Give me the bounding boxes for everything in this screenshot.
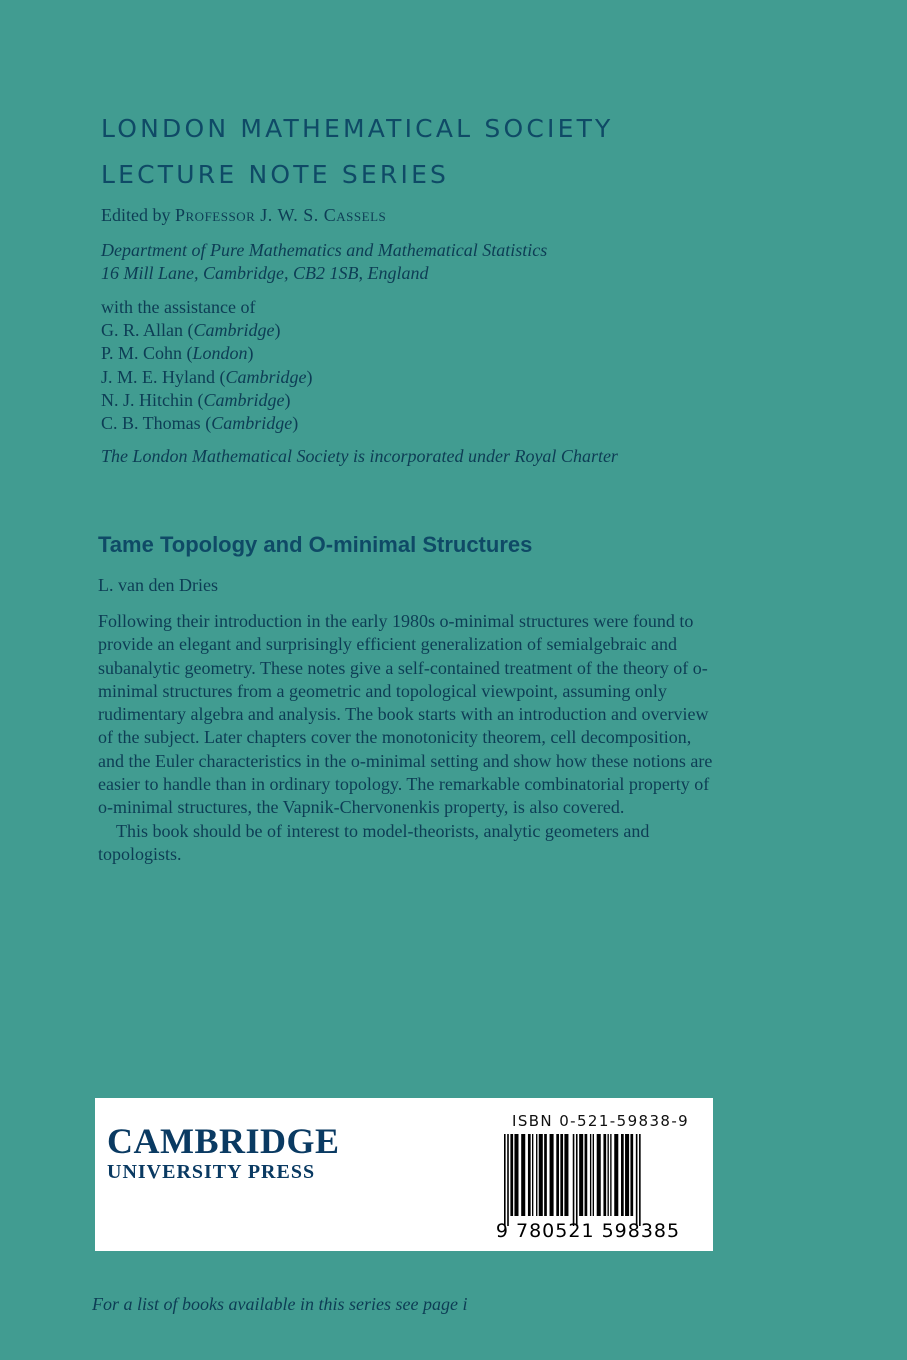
charter-note: The London Mathematical Society is incorporated under Royal Charter [101, 446, 618, 466]
barcode-bar [614, 1134, 618, 1216]
series-title-line1: LONDON MATHEMATICAL SOCIETY [101, 114, 614, 143]
barcode-bar [521, 1134, 525, 1216]
book-title: Tame Topology and O-minimal Structures [98, 532, 533, 557]
editor-address [101, 239, 547, 285]
barcode-bar [630, 1134, 633, 1216]
barcode-bar [639, 1134, 641, 1226]
barcode-bar [610, 1134, 611, 1216]
list-item: C. B. Thomas (Cambridge) [101, 413, 299, 434]
barcode-icon [480, 1134, 700, 1246]
barcode-bar [590, 1134, 591, 1216]
publisher-subname: UNIVERSITY PRESS [107, 1161, 316, 1183]
barcode-bar [608, 1134, 609, 1216]
barcode-bar [603, 1134, 606, 1216]
list-item: G. R. Allan (Cambridge) [101, 320, 281, 341]
series-footnote: For a list of books available in this series see page i [92, 1294, 468, 1314]
barcode-bar [593, 1134, 594, 1216]
list-item: P. M. Cohn (London) [101, 343, 254, 364]
assistance-intro: with the assistance of [101, 297, 256, 317]
barcode-bar [625, 1134, 629, 1216]
book-description [98, 610, 718, 866]
barcode-bar [532, 1134, 533, 1216]
description-paragraph-1: Following their introduction in the early 1980s o-minimal structures were found to provide an elegant and surprisingly efficient generalization of semialgebraic and subanalytic geometry. These notes give a self-contained treatment of the theory of o-minimal structures from a geometric and topological viewpoint, assuming only rudimentary algebra and analysis. The book starts with an introduction and overview of the subject. Later chapters cover the monotonicity theorem, cell decomposition, and the Euler characteristics in the o-minimal setting and show how these notions are easier to handle than in ordinary topology. The remarkable combinatorial property of o-minimal structures, the Vapnik-Chervonenkis property, is also covered. [98, 611, 713, 818]
address-line1: Department of Pure Mathematics and Mathematical Statistics [101, 240, 548, 260]
barcode-bar [504, 1134, 506, 1226]
book-author: L. van den Dries [98, 575, 218, 595]
description-paragraph-2: This book should be of interest to model-theorists, analytic geometers and topologists. [98, 820, 650, 864]
barcode-bar [579, 1134, 583, 1216]
isbn-label: ISBN 0-521-59838-9 [512, 1112, 690, 1130]
publisher-panel [95, 1098, 713, 1251]
barcode-bar [573, 1134, 575, 1226]
editor-credit [101, 205, 386, 226]
barcode-bar [550, 1134, 554, 1216]
barcode-bar [528, 1134, 531, 1216]
barcode-bar [560, 1134, 563, 1216]
assistance-list [101, 296, 313, 435]
barcode-bar [621, 1134, 624, 1216]
barcode-bar [564, 1134, 568, 1216]
barcode-bar [539, 1134, 543, 1216]
barcode-bar [510, 1134, 513, 1216]
series-title-line2: LECTURE NOTE SERIES [101, 160, 450, 189]
barcode-bar [576, 1134, 578, 1226]
editor-name: Professor J. W. S. Cassels [175, 205, 387, 225]
editor-prefix: Edited by [101, 205, 171, 225]
barcode-digits: 9 780521 598385 [495, 1220, 681, 1242]
barcode-bar [536, 1134, 537, 1216]
list-item: J. M. E. Hyland (Cambridge) [101, 366, 313, 387]
barcode-bar [544, 1134, 547, 1216]
barcode-bar [597, 1134, 601, 1216]
barcode-bar [556, 1134, 559, 1216]
barcode-bar [507, 1134, 509, 1226]
address-line2: 16 Mill Lane, Cambridge, CB2 1SB, England [101, 263, 429, 283]
barcode-bar [514, 1134, 518, 1216]
barcode-bar [585, 1134, 588, 1216]
list-item: N. J. Hitchin (Cambridge) [101, 389, 291, 410]
publisher-logo [107, 1122, 340, 1184]
publisher-name: CAMBRIDGE [107, 1121, 340, 1161]
barcode-bar [636, 1134, 638, 1226]
